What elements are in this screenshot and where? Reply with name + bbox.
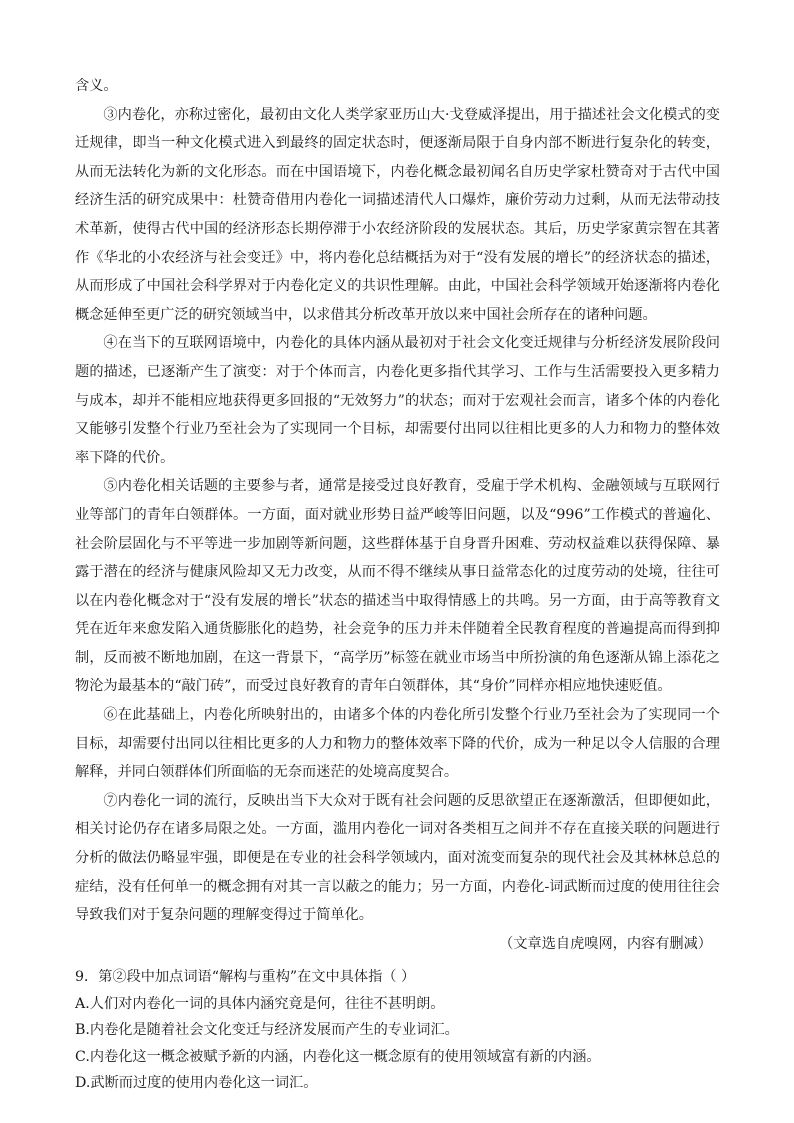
option-d: D.武断而过度的使用内卷化这一词汇。	[75, 1075, 318, 1092]
paragraph-3: ③内卷化，亦称过密化，最初由文化人类学家亚历山大·戈登威泽提出，用于描述社会文化模式的变迁规律，即当一种文化模式进入到最终的固定状态时，便逐渐局限于自身内部不断进行复杂化的转变，从而无法转化为新的文化形态。而在中国语境下，内卷化概念最初闻名自历史学家杜赞奇对于古代中国经济生活的研究成果中：杜赞奇借用内卷化一词描述清代人口爆炸，廉价劳动力过剩，从而无法带动技术革新，使得古代中国的经济形态长期停滞于小农经济阶段的发展状态。其后，历史学家黄宗智在其著作《华北的小农经济与社会变迁》中，将内卷化总结概括为对于“没有发展的增长”的经济状态的描述，从而形成了中国社会科学界对于内卷化定义的共识性理解。由此，中国社会科学领域开始逐渐将内卷化概念延伸至更广泛的研究领域当中，以求借其分析改革开放以来中国社会所存在的诸种问题。	[75, 106, 720, 323]
option-b: B.内卷化是随着社会文化变迁与经济发展而产生的专业词汇。	[75, 1022, 459, 1039]
paragraph-7: ⑦内卷化一词的流行，反映出当下大众对于既有社会问题的反思欲望正在逐渐激活，但即便如此，相关讨论仍存在诸多局限之处。一方面，滥用内卷化一词对各类相互之间并不存在直接关联的问题进行分析的做法仍略显牢强，即便是在专业的社会科学领域内，面对流变而复杂的现代社会及其林林总总的症结，没有任何单一的概念拥有对其一言以蔽之的能力；另一方面，内卷化-词武断而过度的使用往往会导致我们对于复杂问题的理解变得过于简单化。	[75, 792, 720, 924]
paragraph-4: ④在当下的互联网语境中，内卷化的具体内涵从最初对于社会文化变迁规律与分析经济发展阶段问题的描述，已逐渐产生了演变：对于个体而言，内卷化更多指代其学习、工作与生活需要投入更多精力与成本，却并不能相应地获得更多回报的“无效努力”的状态；而对于宏观社会而言，诸多个体的内卷化又能够引发整个行业乃至社会为了实现同一个目标，却需要付出同以往相比更多的人力和物力的整体效率下降的代价。	[75, 335, 720, 466]
paragraph-6: ⑥在此基础上，内卷化所映射出的，由诸多个体的内卷化所引发整个行业乃至社会为了实现同一个目标，却需要付出同以往相比更多的人力和物力的整体效率下降的代价，成为一种足以令人信服的合理解释，并同白领群体们所面临的无奈而迷茫的处境高度契合。	[75, 707, 720, 781]
paragraph-5: ⑤内卷化相关话题的主要参与者，通常是接受过良好教育，受雇于学术机构、金融领域与互联网行业等部门的青年白领群体。一方面，面对就业形势日益严峻等旧问题，以及“996”工作模式的普遍化、社会阶层固化与不平等进一步加剧等新问题，这些群体基于自身晋升困难、劳动权益难以获得保障、暴露于潜在的经济与健康风险却又无力改变，从而不得不继续从事日益常态化的过度劳动的处境，往往可以在内卷化概念对于“没有发展的增长”状态的描述当中取得情感上的共鸣。另一方面，由于高等教育文凭在近年来愈发陷入通货膨胀化的趋势，社会竞争的压力并未伴随着全民教育程度的普遍提高而得到抑制，反而被不断地加剧，在这一背景下，“高学历”标签在就业市场当中所扮演的角色逐渐从锦上添花之物沦为最基本的“敲门砖”，而受过良好教育的青年白领群体，其“身价”同样亦相应地快速贬值。	[75, 478, 720, 695]
question-9	[75, 964, 720, 1096]
document-page	[75, 72, 720, 1096]
question-stem: 9．第②段中加点词语“解构与重构”在文中具体指（ ）	[75, 969, 416, 986]
option-a: A.人们对内卷化一词的具体内涵究竟是何，往往不甚明朗。	[75, 995, 445, 1012]
option-c: C.内卷化这一概念被赋予新的内涵，内卷化这一概念原有的使用领域富有新的内涵。	[75, 1048, 601, 1065]
paragraph-continuation: 含义。	[75, 78, 118, 94]
article-source: （文章选自虎嗅网，内容有删减）	[499, 935, 712, 952]
